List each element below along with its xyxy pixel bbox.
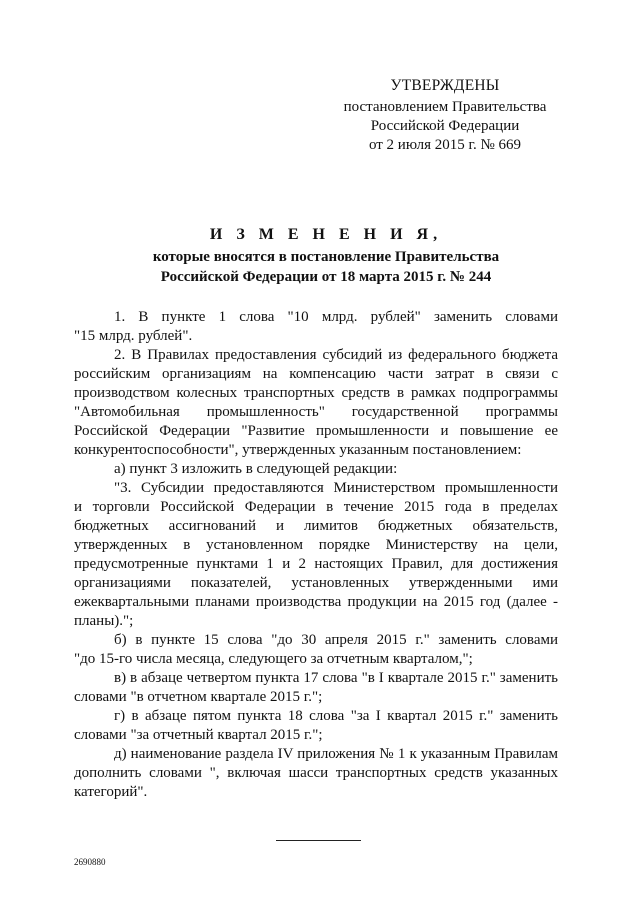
document-title: И З М Е Н Е Н И Я, [209,226,443,243]
text-line: категорий". [74,784,148,800]
text-line: в) в абзаце четвертом пункта 17 слова "в I квартале 2015 г." заменить [114,670,558,686]
document-subtitle: которые вносятся в постановление Правительства [152,249,500,265]
end-separator [276,840,361,841]
text-line: "до 15-го числа месяца, следующего за отчетным кварталом,"; [74,651,473,667]
text-line: бюджетных ассигнований и лимитов бюджетных обязательств, [74,518,558,534]
approval-line: Российской Федерации [370,118,520,134]
document-subtitle: Российской Федерации от 18 марта 2015 г. № 244 [160,269,492,285]
text-line: производством колесных транспортных средств в рамках подпрограммы [74,385,558,401]
text-line: а) пункт 3 изложить в следующей редакции: [114,461,398,477]
text-line: 1. В пункте 1 слова "10 млрд. рублей" заменить словами [114,309,558,325]
text-line: и торговли Российской Федерации в течение 2015 года в пределах [74,499,558,515]
document-body [74,308,558,802]
document-code: 2690880 [74,857,106,867]
text-line: "15 млрд. рублей". [74,328,193,344]
text-line: "3. Субсидии предоставляются Министерством промышленности [114,480,558,496]
text-line: планы)."; [74,613,134,629]
text-line: утвержденных в установленном порядке Министерству на цели, [74,537,558,553]
text-line: словами "за отчетный квартал 2015 г."; [74,727,323,743]
text-line: д) наименование раздела IV приложения № 1 к указанным Правилам [114,746,558,762]
text-line: "Автомобильная промышленность" государственной программы [74,404,558,420]
approval-line: постановлением Правительства [343,99,547,115]
text-line: б) в пункте 15 слова "до 30 апреля 2015 г." заменить словами [114,632,558,648]
document-header [76,226,576,287]
text-line: Российской Федерации "Развитие промышленности и повышение ее [74,423,558,439]
text-line: организациями показателей, установленных утвержденными ими [74,575,558,591]
text-line: словами "в отчетном квартале 2015 г."; [74,689,323,705]
text-line: конкурентоспособности", утвержденных указанным постановлением: [74,442,522,458]
approval-title: УТВЕРЖДЕНЫ [390,77,500,94]
text-line: российским организациям на компенсацию части затрат в связи с [74,366,558,382]
approval-line: от 2 июля 2015 г. № 669 [368,137,522,153]
text-line: ежеквартальными планами производства продукции на 2015 год (далее - [74,594,558,610]
text-line: г) в абзаце пятом пункта 18 слова "за I квартал 2015 г." заменить [114,708,558,724]
approval-stamp [330,76,560,155]
text-line: 2. В Правилах предоставления субсидий из федерального бюджета [114,347,558,363]
text-line: предусмотренные пунктами 1 и 2 настоящих Правил, для достижения [74,556,558,572]
text-line: дополнить словами ", включая шасси транспортных средств указанных [74,765,558,781]
